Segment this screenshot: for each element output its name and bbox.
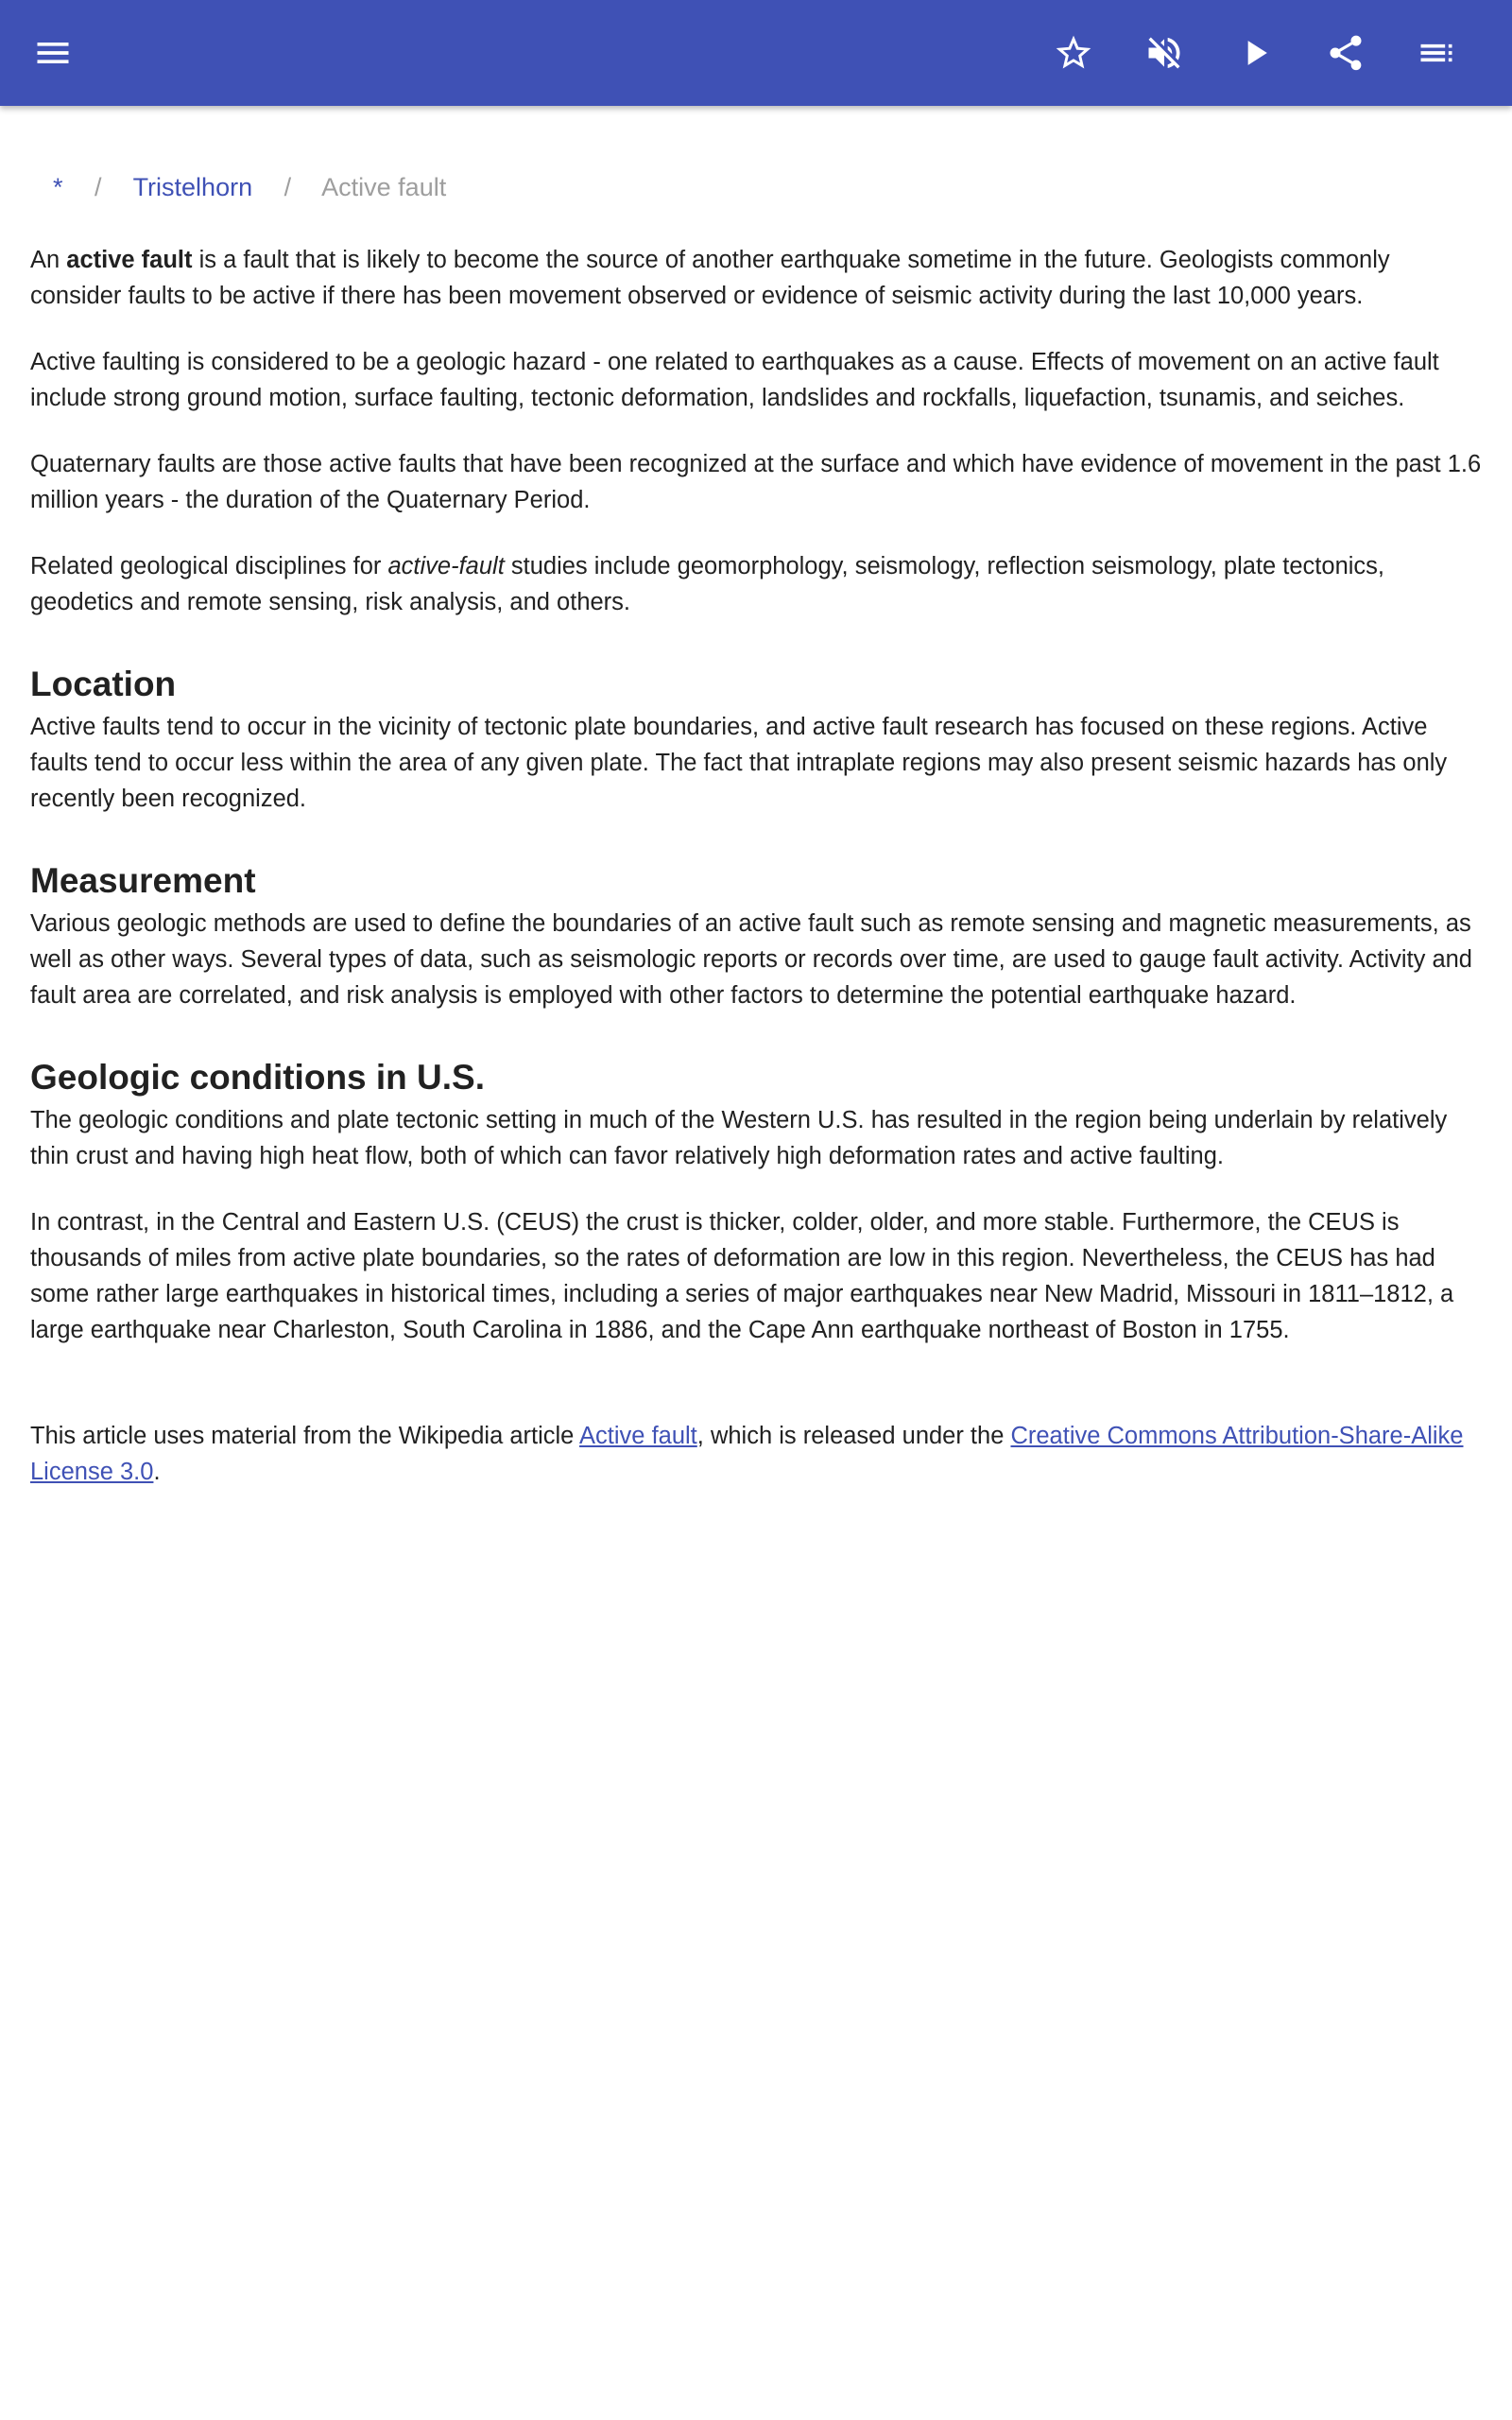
share-button[interactable] [1315, 23, 1376, 83]
paragraph: The geologic conditions and plate tectonic setting in much of the Western U.S. has resulted in the region being underlain by relatively thin crust and having high heat flow, both of which can favor relatively high deformation rates and active faulting. [30, 1107, 1448, 1169]
paragraph: Active faulting is considered to be a geologic hazard - one related to earthquakes as a cause. Effects of movement on an active fault include strong ground motion, surface faulting, tectonic deformation, landslides and rockfalls, liquefaction, tsunamis, and seiches. [30, 349, 1439, 411]
intro-paragraph: An active fault is a fault that is likely to become the source of another earthquake sometime in the future. Geologists commonly consider faults to be active if there has been movement observed or evidence of seismic activity during the last 10,000 years. [30, 247, 1390, 309]
volume-off-icon [1143, 32, 1185, 74]
section-heading-measurement: Measurement [30, 861, 256, 900]
license-link[interactable]: Creative Commons Attribution-Share-Alike License 3.0 [30, 1423, 1464, 1485]
play-icon [1234, 32, 1276, 74]
term-active-fault: active fault [66, 247, 193, 273]
table-of-contents-icon [1416, 32, 1457, 74]
breadcrumb-current: Active fault [321, 173, 447, 201]
paragraph: Related geological disciplines for active-fault studies include geomorphology, seismology, reflection seismology, plate tectonics, geodetics and remote sensing, risk analysis, and others. [30, 553, 1385, 615]
paragraph: Various geologic methods are used to define the boundaries of an active fault such as remote sensing and magnetic measurements, as well as other ways. Several types of data, such as seismologic reports or records over time, are used to gauge fault activity. Activity and fault area are correlated, and risk analysis is employed with other factors to determine the potential earthquake hazard. [30, 910, 1472, 1009]
breadcrumb [53, 166, 1482, 208]
menu-button[interactable] [23, 23, 83, 83]
paragraph: Active faults tend to occur in the vicinity of tectonic plate boundaries, and active fault research has focused on these regions. Active faults tend to occur less within the area of any given plate. The fact that intraplate regions may also present seismic hazards has only recently been recognized. [30, 714, 1448, 812]
menu-icon [32, 32, 74, 74]
term-italic: active-fault [387, 553, 505, 579]
article-content [30, 166, 1482, 1520]
app-bar [0, 0, 1512, 106]
breadcrumb-separator: / [94, 173, 102, 201]
section-heading-location: Location [30, 665, 177, 703]
paragraph: In contrast, in the Central and Eastern U.S. (CEUS) the crust is thicker, colder, older, and more stable. Furthermore, the CEUS is thousands of miles from active plate boundaries, so the rates of deformation are low in this region. Nevertheless, the CEUS has had some rather large earthquakes in historical times, including a series of major earthquakes near New Madrid, Missouri in 1811–1812, a large earthquake near Charleston, South Carolina in 1886, and the Cape Ann earthquake northeast of Boston in 1755. [30, 1209, 1454, 1343]
wikipedia-article-link[interactable]: Active fault [579, 1423, 697, 1449]
breadcrumb-parent-link[interactable]: Tristelhorn [132, 173, 253, 201]
play-button[interactable] [1225, 23, 1285, 83]
breadcrumb-home-link[interactable]: * [53, 173, 63, 201]
bookmark-button[interactable] [1043, 23, 1104, 83]
table-of-contents-button[interactable] [1406, 23, 1467, 83]
star-outline-icon [1053, 32, 1094, 74]
paragraph: Quaternary faults are those active faults that have been recognized at the surface and which have evidence of movement in the past 1.6 million years - the duration of the Quaternary Period. [30, 451, 1482, 513]
breadcrumb-separator: / [284, 173, 292, 201]
mute-button[interactable] [1134, 23, 1194, 83]
share-icon [1325, 32, 1366, 74]
attribution-paragraph: This article uses material from the Wikipedia article Active fault, which is released under the Creative Commons Attribution-Share-Alike License 3.0. [30, 1423, 1464, 1485]
section-heading-geologic-conditions: Geologic conditions in U.S. [30, 1058, 486, 1097]
